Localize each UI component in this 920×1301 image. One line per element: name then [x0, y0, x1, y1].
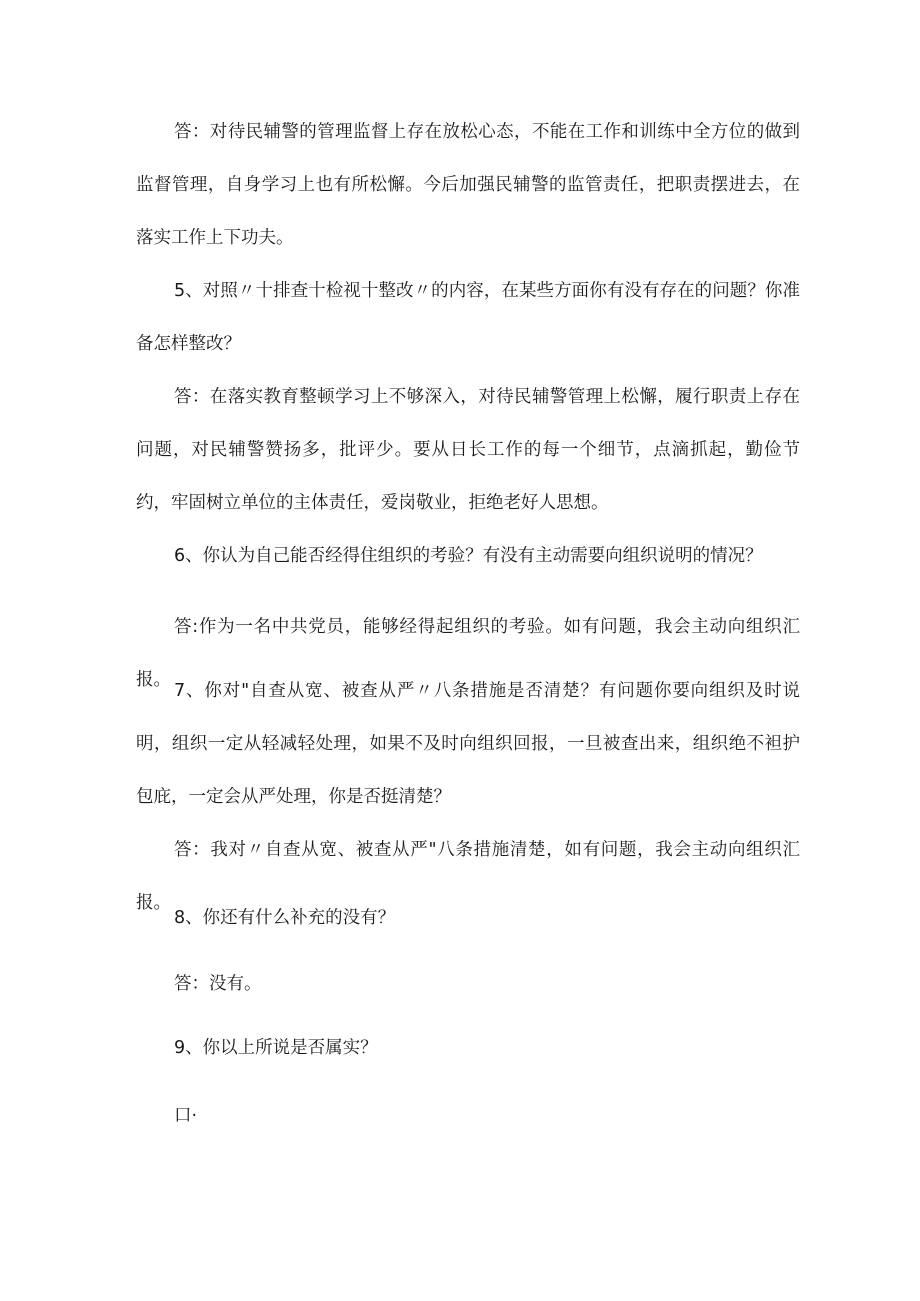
answer-paragraph: 口·	[174, 1106, 198, 1126]
answer-paragraph: 答：对待民辅警的管理监督上存在放松心态，不能在工作和训练中全方位的做到监督管理，自身学习上也有所松懈。今后加强民辅警的监管责任，把职责摆进去，在落实工作上下功夫。	[136, 122, 800, 248]
answer-paragraph: 答：在落实教育整顿学习上不够深入，对待民辅警管理上松懈，履行职责上存在问题，对民辅警赞扬多，批评少。要从日长工作的每一个细节，点滴抓起，勤俭节约，牢固树立单位的主体责任，爱岗敬业，拒绝老好人思想。	[136, 387, 800, 513]
question-paragraph: 5、对照〃十排查十检视十整改〃的内容，在某些方面你有没有存在的问题？你准备怎样整改？	[136, 281, 800, 354]
question-paragraph: 6、你认为自己能否经得住组织的考验？有没有主动需要向组织说明的情况？	[174, 546, 763, 566]
answer-paragraph: 答:作为一名中共党员，能够经得起组织的考验。如有问题，我会主动向组织汇报。	[136, 617, 800, 690]
answer-paragraph: 答：我对〃自查从宽、被查从严"八条措施清楚，如有问题，我会主动向组织汇报。	[136, 840, 800, 913]
question-paragraph: 8、你还有什么补充的没有？	[174, 908, 396, 928]
question-paragraph: 7、你对"自查从宽、被查从严〃八条措施是否清楚？有问题你要向组织及时说明，组织一定从轻减轻处理，如果不及时向组织回报，一旦被查出来，组织绝不袒护包庇，一定会从严处理，你是否挺清楚？	[136, 681, 800, 807]
question-paragraph: 9、你以上所说是否属实？	[174, 1038, 378, 1058]
answer-paragraph: 答：没有。	[174, 974, 262, 994]
